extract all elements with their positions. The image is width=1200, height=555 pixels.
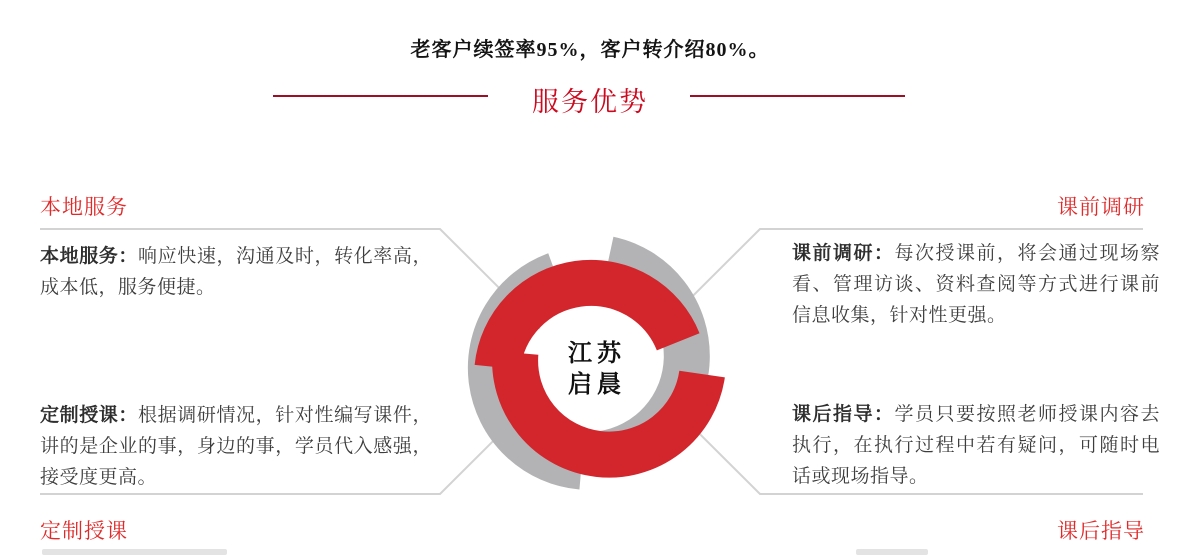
logo-name-line1: 江苏: [568, 340, 626, 367]
section-heading: 服务优势: [532, 87, 648, 117]
text-block-bottom-left: [40, 400, 432, 493]
label-bottom-left: 定制授课: [40, 520, 128, 543]
label-bottom-right: 课后指导: [1057, 520, 1145, 543]
text-lead-bottom-left: 定制授课：: [40, 405, 139, 426]
text-body-top-left: 响应快速，沟通及时，转化率高，成本低，服务便捷。: [40, 246, 432, 298]
text-lead-bottom-right: 课后指导：: [792, 404, 895, 425]
text-block-top-left: [40, 241, 432, 303]
text-body-bottom-left: 根据调研情况，针对性编写课件，讲的是企业的事，身边的事，学员代入感强，接受度更高。: [40, 405, 432, 488]
cropped-text-hint-left: [42, 549, 227, 555]
text-body-bottom-right: 学员只要按照老师授课内容去执行，在执行过程中若有疑问，可随时电话或现场指导。: [792, 404, 1160, 487]
text-body-top-right: 每次授课前，将会通过现场察看、管理访谈、资料查阅等方式进行课前信息收集，针对性更强。: [792, 243, 1160, 326]
logo-name-line2: 启晨: [568, 371, 626, 398]
text-block-top-right: [792, 238, 1160, 331]
text-lead-top-left: 本地服务：: [40, 246, 139, 267]
cropped-text-hint-right: [856, 549, 928, 555]
text-lead-top-right: 课前调研：: [792, 243, 895, 264]
label-top-right: 课前调研: [1057, 196, 1145, 219]
tagline: 老客户续签率95%，客户转介绍80%。: [410, 39, 770, 61]
label-top-left: 本地服务: [40, 196, 128, 219]
text-block-bottom-right: [792, 399, 1160, 492]
